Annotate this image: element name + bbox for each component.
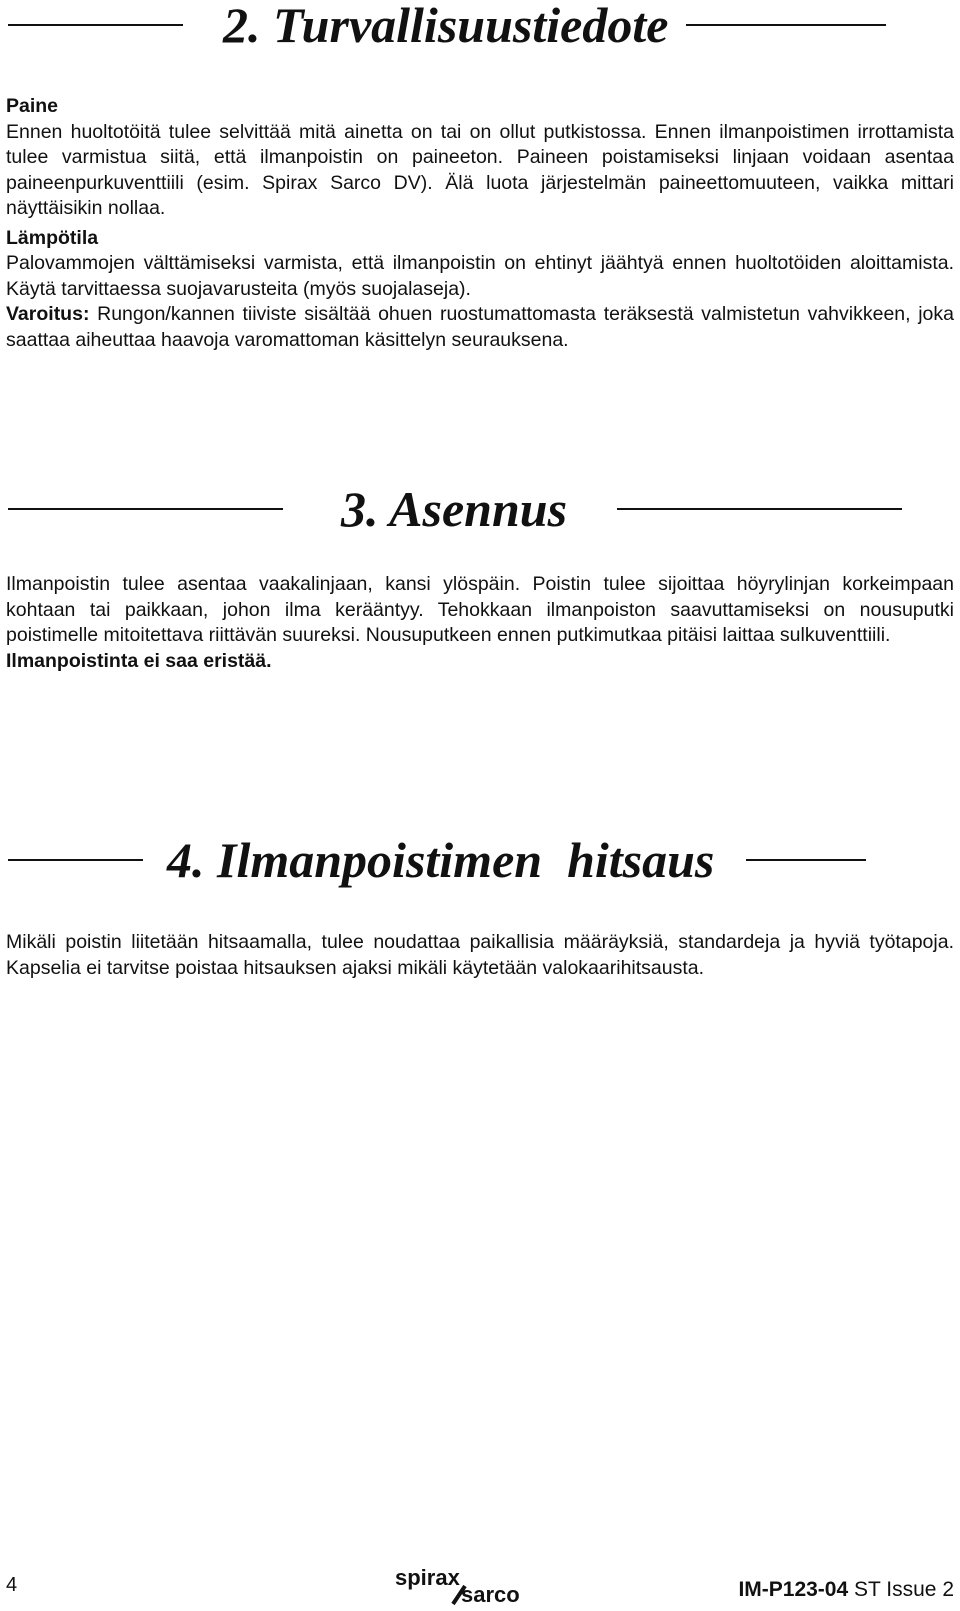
pressure-heading: Paine <box>6 95 59 117</box>
section-3-body <box>6 572 954 674</box>
warning-paragraph <box>6 302 954 353</box>
page-footer <box>0 1566 960 1611</box>
warning-label: Varoitus: <box>6 303 90 325</box>
section-2-body <box>6 94 954 353</box>
header-rule-left <box>8 859 143 861</box>
header-rule-left <box>8 508 283 510</box>
header-rule-right <box>746 859 866 861</box>
temperature-paragraph: Palovammojen välttämiseksi varmista, että ilmanpoistin on ehtinyt jäähtyä ennen huoltotöiden aloittamista. Käytä tarvittaessa suojavarusteita (myös suojalaseja). <box>6 252 954 300</box>
header-rule-right <box>617 508 902 510</box>
spirax-sarco-logo <box>395 1566 565 1606</box>
document-reference <box>738 1578 954 1602</box>
logo-word-bottom: sarco <box>461 1582 520 1606</box>
section-3-title: 3. Asennus <box>341 481 568 537</box>
temperature-heading: Lämpötila <box>6 226 99 249</box>
document-issue: ST Issue 2 <box>854 1578 954 1601</box>
header-rule-right <box>686 24 886 26</box>
insulation-note: Ilmanpoistinta ei saa eristää. <box>6 649 272 672</box>
installation-paragraph: Ilmanpoistin tulee asentaa vaakalinjaan, kansi ylöspäin. Poistin tulee sijoittaa höyrylinjan korkeimpaan kohtaan tai paikkaan, johon ilma kerääntyy. Tehokkaan ilmanpoiston saavuttamiseksi on nousuputki poistimelle mitoitettava riittävän suureksi. Nousuputkeen ennen putkimutkaa pitäisi laittaa sulkuventtiili. <box>6 573 954 646</box>
page-number: 4 <box>6 1574 18 1596</box>
pressure-paragraph: Ennen huoltotöitä tulee selvittää mitä ainetta on tai on ollut putkistossa. Ennen ilmanpoistimen irrottamista tulee varmistua siitä, että ilmanpoistin on paineeton. Paineen poistamiseksi linjaan voidaan asentaa paineenpurkuventtiili (esim. Spirax Sarco DV). Älä luota järjestelmän paineettomuuteen, vaikka mittari näyttäisikin nollaa. <box>6 120 954 219</box>
header-rule-left <box>8 24 183 26</box>
section-3-header <box>0 481 960 537</box>
section-4-body <box>6 930 954 981</box>
section-2-header <box>0 0 960 53</box>
section-4-header <box>0 832 960 888</box>
section-2-title: 2. Turvallisuustiedote <box>223 0 669 53</box>
logo-word-top: spirax <box>395 1566 460 1590</box>
section-4-title: 4. Ilmanpoistimen hitsaus <box>167 832 715 888</box>
document-code: IM-P123-04 <box>738 1578 849 1601</box>
warning-text: Rungon/kannen tiiviste sisältää ohuen ruostumattomasta teräksestä valmistetun vahvikkeen, joka saattaa aiheuttaa haavoja varomattoman käsittelyn seurauksena. <box>6 303 954 351</box>
welding-paragraph: Mikäli poistin liitetään hitsaamalla, tulee noudattaa paikallisia määräyksiä, standardeja ja hyviä työtapoja. Kapselia ei tarvitse poistaa hitsauksen ajaksi mikäli käytetään valokaarihitsausta. <box>6 931 954 979</box>
